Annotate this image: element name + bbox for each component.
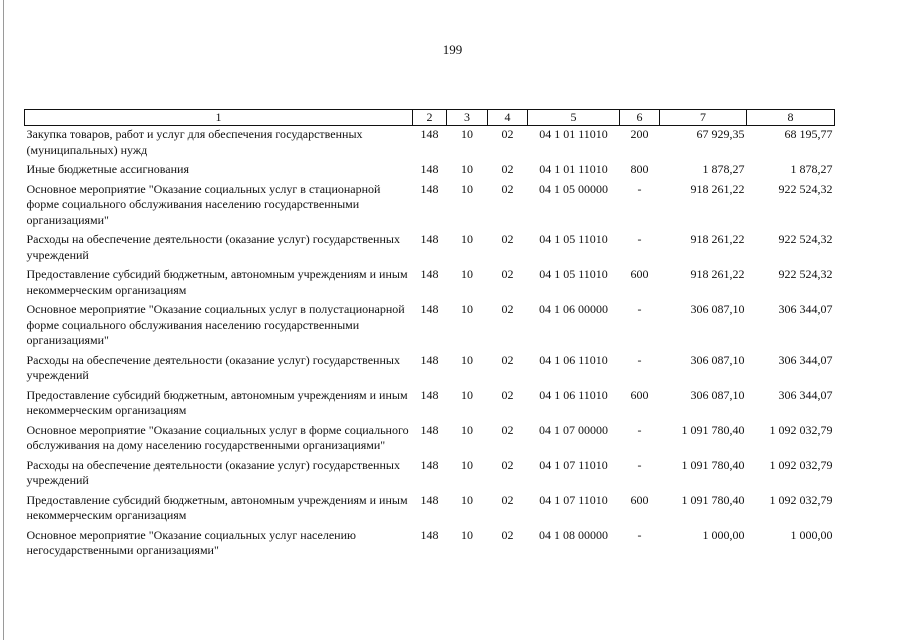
table-row xyxy=(25,161,835,181)
row-col-2: 148 xyxy=(420,162,439,176)
row-col-7: 918 261,22 xyxy=(690,181,745,196)
table-row xyxy=(25,231,835,266)
row-col-7: 1 091 780,40 xyxy=(681,422,745,437)
row-description: Основное мероприятие "Оказание социальных услуг в полустационарной форме социального обслуживания населению государственными организациями" xyxy=(26,302,405,347)
row-col-4: 02 xyxy=(501,181,514,196)
row-col-3: 10 xyxy=(461,232,473,246)
row-col-8: 1 878,27 xyxy=(790,162,833,176)
row-col-6: 200 xyxy=(630,127,649,141)
row-col-6: 600 xyxy=(630,267,649,281)
row-description: Основное мероприятие "Оказание социальных услуг в стационарной форме социального обслуживания населению государственными организациями" xyxy=(26,181,381,227)
row-col-3: 10 xyxy=(461,267,473,281)
row-col-2: 148 xyxy=(420,232,439,246)
table-body xyxy=(25,126,835,562)
row-col-6: - xyxy=(637,302,642,316)
row-col-6: 600 xyxy=(630,387,649,402)
table-header-row xyxy=(25,110,835,126)
row-description: Предоставление субсидий бюджетным, автономным учреждениям и иным некоммерческим организациям xyxy=(26,267,408,297)
page-number: 199 xyxy=(442,42,463,57)
row-col-7: 306 087,10 xyxy=(690,387,745,402)
column-header-7: 7 xyxy=(660,110,747,126)
row-description: Расходы на обеспечение деятельности (оказание услуг) государственных учреждений xyxy=(26,457,400,487)
row-col-7: 1 091 780,40 xyxy=(681,492,745,507)
row-col-6: - xyxy=(637,232,642,246)
row-col-4: 02 xyxy=(501,527,514,542)
row-col-8: 306 344,07 xyxy=(778,387,833,402)
row-col-8: 922 524,32 xyxy=(778,181,833,196)
row-col-7: 306 087,10 xyxy=(690,302,745,316)
table-row xyxy=(25,301,835,352)
row-description: Основное мероприятие "Оказание социальных услуг в форме социального обслуживания на дому населению государственными организациями" xyxy=(26,422,409,452)
row-col-2: 148 xyxy=(420,457,439,472)
row-col-7: 67 929,35 xyxy=(696,127,745,141)
row-col-7: 306 087,10 xyxy=(690,352,745,367)
row-col-4: 02 xyxy=(501,162,514,176)
row-col-2: 148 xyxy=(420,302,439,316)
row-col-8: 1 092 032,79 xyxy=(769,422,833,437)
row-description: Расходы на обеспечение деятельности (оказание услуг) государственных учреждений xyxy=(26,232,400,262)
table-row xyxy=(25,266,835,301)
row-col-2: 148 xyxy=(420,267,439,281)
row-col-2: 148 xyxy=(420,527,439,542)
row-col-5: 04 1 01 11010 xyxy=(539,127,608,141)
row-col-4: 02 xyxy=(501,387,514,402)
scan-edge-line xyxy=(3,0,4,640)
table-row xyxy=(25,422,835,457)
table-row xyxy=(25,126,835,162)
row-col-4: 02 xyxy=(501,492,514,507)
column-header-1: 1 xyxy=(25,110,413,126)
row-description: Иные бюджетные ассигнования xyxy=(26,162,189,176)
table-row xyxy=(25,352,835,387)
row-col-2: 148 xyxy=(420,492,439,507)
row-col-4: 02 xyxy=(501,422,514,437)
row-col-6: - xyxy=(637,457,642,472)
row-col-5: 04 1 07 00000 xyxy=(539,422,608,437)
row-col-3: 10 xyxy=(461,422,473,437)
column-header-3: 3 xyxy=(447,110,488,126)
row-col-5: 04 1 07 11010 xyxy=(539,492,608,507)
row-col-2: 148 xyxy=(420,422,439,437)
row-col-6: - xyxy=(637,352,642,367)
row-col-8: 922 524,32 xyxy=(778,232,833,246)
column-header-6: 6 xyxy=(620,110,660,126)
row-col-3: 10 xyxy=(461,162,473,176)
row-col-5: 04 1 01 11010 xyxy=(539,162,608,176)
row-col-8: 922 524,32 xyxy=(778,267,833,281)
row-col-7: 918 261,22 xyxy=(690,267,745,281)
row-col-4: 02 xyxy=(501,302,514,316)
row-col-4: 02 xyxy=(501,457,514,472)
row-col-7: 1 878,27 xyxy=(702,162,745,176)
row-col-8: 1 092 032,79 xyxy=(769,457,833,472)
row-col-7: 918 261,22 xyxy=(690,232,745,246)
table-row xyxy=(25,457,835,492)
row-col-5: 04 1 05 11010 xyxy=(539,267,608,281)
row-col-6: - xyxy=(637,422,642,437)
row-col-2: 148 xyxy=(420,352,439,367)
row-col-5: 04 1 06 11010 xyxy=(539,387,608,402)
row-col-6: 800 xyxy=(630,162,649,176)
row-col-2: 148 xyxy=(420,387,439,402)
row-col-3: 10 xyxy=(461,352,473,367)
row-col-3: 10 xyxy=(461,457,473,472)
column-header-8: 8 xyxy=(747,110,835,126)
budget-table xyxy=(24,109,835,562)
row-col-8: 1 000,00 xyxy=(790,527,833,542)
row-col-5: 04 1 06 00000 xyxy=(539,302,608,316)
row-col-2: 148 xyxy=(420,127,439,141)
row-description: Предоставление субсидий бюджетным, автономным учреждениям и иным некоммерческим организациям xyxy=(26,492,408,522)
row-col-7: 1 091 780,40 xyxy=(681,457,745,472)
row-description: Закупка товаров, работ и услуг для обеспечения государственных (муниципальных) нужд xyxy=(26,127,363,157)
row-col-6: - xyxy=(637,527,642,542)
row-col-3: 10 xyxy=(461,527,473,542)
row-col-6: - xyxy=(637,181,642,196)
row-col-5: 04 1 08 00000 xyxy=(539,527,608,542)
row-col-3: 10 xyxy=(461,387,473,402)
row-col-3: 10 xyxy=(461,127,473,141)
row-description: Предоставление субсидий бюджетным, автономным учреждениям и иным некоммерческим организациям xyxy=(26,387,408,417)
row-col-3: 10 xyxy=(461,492,473,507)
column-header-4: 4 xyxy=(488,110,528,126)
column-header-2: 2 xyxy=(413,110,447,126)
row-col-4: 02 xyxy=(501,127,514,141)
table-row xyxy=(25,492,835,527)
table-row xyxy=(25,387,835,422)
table-row xyxy=(25,181,835,232)
row-col-4: 02 xyxy=(501,267,514,281)
row-col-8: 306 344,07 xyxy=(778,302,833,316)
table-row xyxy=(25,527,835,562)
row-description: Расходы на обеспечение деятельности (оказание услуг) государственных учреждений xyxy=(26,352,400,382)
row-col-3: 10 xyxy=(461,302,473,316)
row-col-6: 600 xyxy=(630,492,649,507)
row-col-5: 04 1 05 00000 xyxy=(539,181,608,196)
row-col-5: 04 1 07 11010 xyxy=(539,457,608,472)
row-description: Основное мероприятие "Оказание социальных услуг населению негосударственными организациями" xyxy=(26,527,356,557)
row-col-2: 148 xyxy=(420,181,439,196)
column-header-5: 5 xyxy=(528,110,620,126)
row-col-8: 68 195,77 xyxy=(784,127,833,141)
row-col-5: 04 1 06 11010 xyxy=(539,352,608,367)
row-col-5: 04 1 05 11010 xyxy=(539,232,608,246)
row-col-8: 306 344,07 xyxy=(778,352,833,367)
row-col-4: 02 xyxy=(501,352,514,367)
row-col-4: 02 xyxy=(501,232,514,246)
row-col-7: 1 000,00 xyxy=(702,527,745,542)
row-col-3: 10 xyxy=(461,181,473,196)
row-col-8: 1 092 032,79 xyxy=(769,492,833,507)
